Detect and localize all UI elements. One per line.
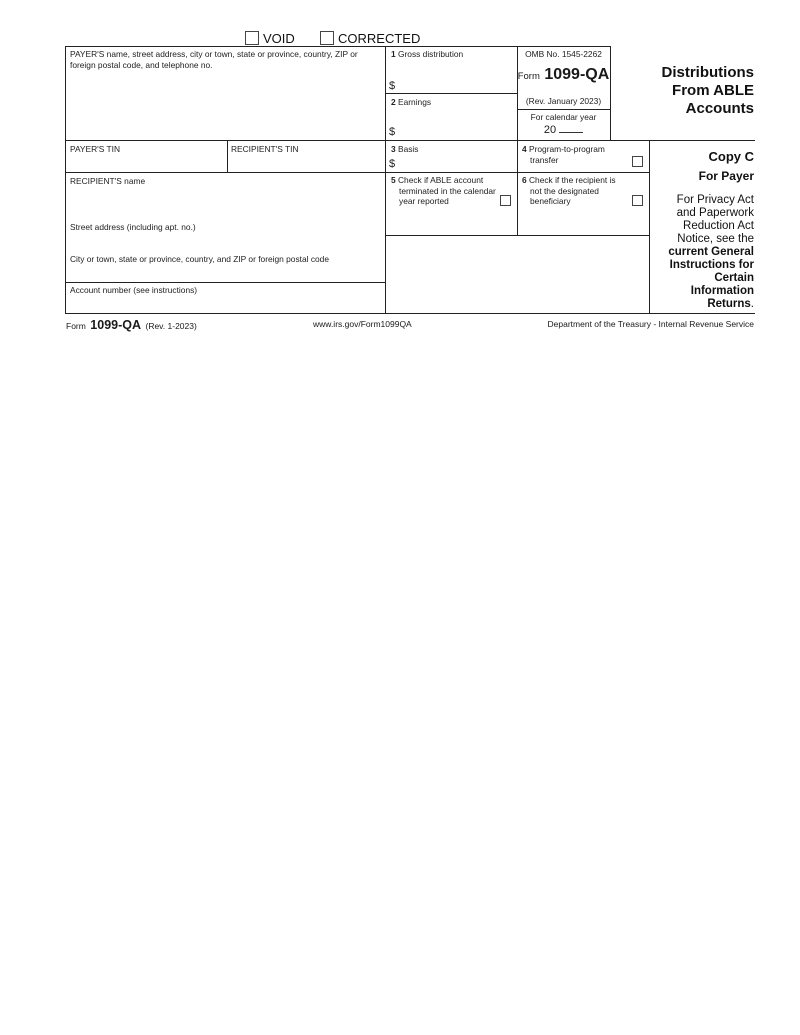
city-label: City or town, state or province, country, and ZIP or foreign postal code <box>70 254 329 264</box>
recipient-name-field[interactable] <box>66 188 384 218</box>
void-label: VOID <box>263 31 295 46</box>
calendar-year-field[interactable]: 20 <box>517 123 610 136</box>
box3-currency: $ <box>389 158 396 170</box>
footer-agency: Department of the Treasury - Internal Revenue Service <box>547 319 754 329</box>
footer-url[interactable]: www.irs.gov/Form1099QA <box>313 319 412 329</box>
city-field[interactable] <box>66 266 384 281</box>
payer-tin-field[interactable] <box>66 156 226 171</box>
street-address-field[interactable] <box>66 234 384 250</box>
privacy-notice: For Privacy Act and Paperwork Reduction Act Notice, see the current General Instructions for Certain Information Returns. <box>668 194 754 310</box>
omb-number: OMB No. 1545-2262 <box>525 49 602 59</box>
footer-form-id: Form 1099-QA (Rev. 1-2023) <box>66 318 197 332</box>
box2-label: 2 Earnings <box>391 97 432 107</box>
not-designated-beneficiary-checkbox[interactable] <box>632 195 643 206</box>
gross-distribution-field[interactable] <box>400 62 515 92</box>
box1-label: 1 Gross distribution <box>391 49 464 59</box>
program-transfer-checkbox[interactable] <box>632 156 643 167</box>
corrected-checkbox[interactable] <box>320 31 334 45</box>
box2-currency: $ <box>389 126 396 138</box>
account-terminated-checkbox[interactable] <box>500 195 511 206</box>
calendar-year-label: For calendar year <box>530 112 597 122</box>
account-number-field[interactable] <box>66 297 384 312</box>
account-number-label: Account number (see instructions) <box>70 285 198 295</box>
basis-field[interactable] <box>400 156 515 171</box>
box4-label: 4 Program-to-program transfer <box>522 144 605 165</box>
box3-label: 3 Basis <box>391 144 419 154</box>
payer-info-field[interactable] <box>66 70 384 139</box>
copy-label: Copy C <box>708 149 754 164</box>
box1-currency: $ <box>389 80 396 92</box>
earnings-field[interactable] <box>400 108 515 139</box>
form-title: Distributions From ABLE Accounts <box>661 64 754 117</box>
recipient-name-label: RECIPIENT'S name <box>70 176 146 186</box>
corrected-label: CORRECTED <box>338 31 421 46</box>
recipient-tin-label: RECIPIENT'S TIN <box>231 144 299 154</box>
payer-tin-label: PAYER'S TIN <box>70 144 120 154</box>
form-id: Form 1099-QA <box>517 66 610 83</box>
payer-info-label: PAYER'S name, street address, city or town, state or province, country, ZIP or foreign postal code, and telephone no. <box>70 49 358 70</box>
box5-label: 5 Check if ABLE account terminated in the calendar year reported <box>391 175 496 206</box>
box6-label: 6 Check if the recipient is not the designated beneficiary <box>522 175 616 206</box>
form-revision: (Rev. January 2023) <box>525 96 602 106</box>
void-checkbox[interactable] <box>245 31 259 45</box>
copy-for-label: For Payer <box>698 169 754 183</box>
recipient-tin-field[interactable] <box>228 156 384 171</box>
street-address-label: Street address (including apt. no.) <box>70 222 196 232</box>
